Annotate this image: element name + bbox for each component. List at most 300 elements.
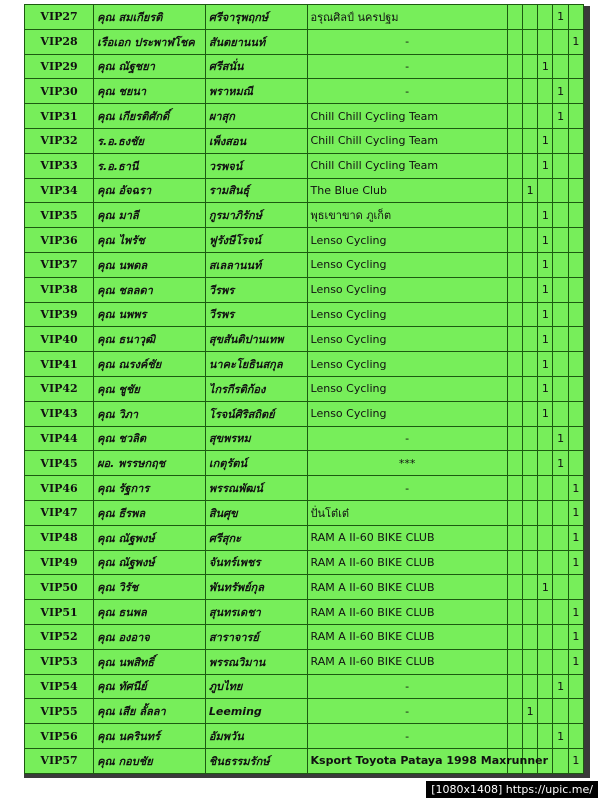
category-mark-cell	[553, 550, 568, 575]
category-mark-cell: 1	[538, 302, 553, 327]
vip-code-cell: VIP29	[25, 54, 94, 79]
category-mark-cell: 1	[553, 674, 568, 699]
club-cell: RAM A II-60 BIKE CLUB	[307, 525, 507, 550]
category-mark-cell: 1	[538, 54, 553, 79]
category-mark-cell	[553, 277, 568, 302]
first-name-cell: คุณ รัฐการ	[94, 476, 206, 501]
category-mark-cell	[568, 228, 583, 253]
category-mark-cell: 1	[568, 500, 583, 525]
table-row	[25, 575, 584, 600]
category-mark-cell	[553, 54, 568, 79]
vip-code-cell: VIP31	[25, 104, 94, 129]
first-name-cell: คุณ ไพรัช	[94, 228, 206, 253]
club-cell: RAM A II-60 BIKE CLUB	[307, 649, 507, 674]
first-name-cell: คุณ ณัฐพงษ์	[94, 525, 206, 550]
vip-code-cell: VIP30	[25, 79, 94, 104]
last-name-cell: วีรพร	[205, 277, 307, 302]
table-row	[25, 352, 584, 377]
category-mark-cell	[522, 476, 537, 501]
category-mark-cell: 1	[538, 376, 553, 401]
category-mark-cell	[538, 699, 553, 724]
club-cell: -	[307, 426, 507, 451]
category-mark-cell	[553, 600, 568, 625]
vip-code-cell: VIP40	[25, 327, 94, 352]
category-mark-cell	[522, 54, 537, 79]
club-cell: -	[307, 79, 507, 104]
club-cell: Lenso Cycling	[307, 252, 507, 277]
category-mark-cell	[507, 600, 522, 625]
category-mark-cell: 1	[538, 228, 553, 253]
category-mark-cell	[522, 228, 537, 253]
category-mark-cell	[507, 54, 522, 79]
category-mark-cell	[507, 203, 522, 228]
table-row	[25, 54, 584, 79]
category-mark-cell	[538, 79, 553, 104]
table-row	[25, 302, 584, 327]
first-name-cell: คุณ วิภา	[94, 401, 206, 426]
vip-code-cell: VIP44	[25, 426, 94, 451]
category-mark-cell	[553, 699, 568, 724]
category-mark-cell	[522, 79, 537, 104]
vip-code-cell: VIP54	[25, 674, 94, 699]
last-name-cell: สินศุข	[205, 500, 307, 525]
category-mark-cell	[568, 153, 583, 178]
category-mark-cell	[507, 79, 522, 104]
category-mark-cell	[522, 401, 537, 426]
vip-code-cell: VIP41	[25, 352, 94, 377]
last-name-cell: ฟูรังษีโรจน์	[205, 228, 307, 253]
vip-code-cell: VIP46	[25, 476, 94, 501]
category-mark-cell	[568, 178, 583, 203]
table-row	[25, 29, 584, 54]
category-mark-cell	[522, 724, 537, 749]
category-mark-cell	[507, 724, 522, 749]
category-mark-cell	[522, 500, 537, 525]
club-cell: Lenso Cycling	[307, 228, 507, 253]
club-cell: -	[307, 699, 507, 724]
club-cell: ***	[307, 451, 507, 476]
first-name-cell: คุณ สมเกียรติ	[94, 5, 206, 30]
club-cell: Chill Chill Cycling Team	[307, 104, 507, 129]
category-mark-cell	[522, 128, 537, 153]
category-mark-cell	[538, 178, 553, 203]
category-mark-cell	[522, 327, 537, 352]
first-name-cell: ผอ. พรรษกฤช	[94, 451, 206, 476]
table-row	[25, 376, 584, 401]
last-name-cell: ภูบไทย	[205, 674, 307, 699]
club-cell: RAM A II-60 BIKE CLUB	[307, 575, 507, 600]
table-row	[25, 649, 584, 674]
vip-code-cell: VIP33	[25, 153, 94, 178]
last-name-cell: ศรีจารุพฤกษ์	[205, 5, 307, 30]
category-mark-cell	[507, 649, 522, 674]
vip-code-cell: VIP32	[25, 128, 94, 153]
table-row	[25, 724, 584, 749]
category-mark-cell	[568, 302, 583, 327]
last-name-cell: อัมพวัน	[205, 724, 307, 749]
table-row	[25, 104, 584, 129]
category-mark-cell: 1	[553, 426, 568, 451]
club-cell: พุธเขาขาด ภูเก็ต	[307, 203, 507, 228]
last-name-cell: สุขพรหม	[205, 426, 307, 451]
vip-code-cell: VIP36	[25, 228, 94, 253]
first-name-cell: คุณ นครินทร์	[94, 724, 206, 749]
category-mark-cell	[522, 252, 537, 277]
last-name-cell: พันทรัพย์กุล	[205, 575, 307, 600]
first-name-cell: ร.อ.ธานี	[94, 153, 206, 178]
table-row	[25, 748, 584, 773]
category-mark-cell	[507, 525, 522, 550]
category-mark-cell: 1	[538, 401, 553, 426]
category-mark-cell	[522, 5, 537, 30]
category-mark-cell	[568, 5, 583, 30]
table-row	[25, 674, 584, 699]
vip-code-cell: VIP39	[25, 302, 94, 327]
category-mark-cell	[538, 550, 553, 575]
category-mark-cell	[507, 674, 522, 699]
club-cell: Lenso Cycling	[307, 327, 507, 352]
vip-code-cell: VIP47	[25, 500, 94, 525]
category-mark-cell: 1	[538, 277, 553, 302]
category-mark-cell	[522, 29, 537, 54]
category-mark-cell	[522, 525, 537, 550]
vip-code-cell: VIP28	[25, 29, 94, 54]
first-name-cell: คุณ เสีย ลั้ลลา	[94, 699, 206, 724]
vip-code-cell: VIP38	[25, 277, 94, 302]
club-cell: Lenso Cycling	[307, 401, 507, 426]
first-name-cell: คุณ นพสิทธิ์	[94, 649, 206, 674]
category-mark-cell	[522, 649, 537, 674]
category-mark-cell	[522, 624, 537, 649]
category-mark-cell	[538, 724, 553, 749]
category-mark-cell	[507, 104, 522, 129]
club-cell: Lenso Cycling	[307, 302, 507, 327]
category-mark-cell: 1	[553, 724, 568, 749]
first-name-cell: คุณ ชวลิต	[94, 426, 206, 451]
first-name-cell: คุณ ชลลดา	[94, 277, 206, 302]
category-mark-cell	[507, 401, 522, 426]
last-name-cell: กูรมาภิรักษ์	[205, 203, 307, 228]
category-mark-cell	[553, 352, 568, 377]
vip-code-cell: VIP50	[25, 575, 94, 600]
last-name-cell: รามสินธุ์	[205, 178, 307, 203]
category-mark-cell	[553, 302, 568, 327]
category-mark-cell	[538, 624, 553, 649]
category-mark-cell	[553, 327, 568, 352]
category-mark-cell: 1	[553, 79, 568, 104]
category-mark-cell	[568, 376, 583, 401]
vip-roster-table	[24, 4, 584, 774]
table-row	[25, 426, 584, 451]
category-mark-cell: 1	[538, 352, 553, 377]
first-name-cell: ร.อ.ธงชัย	[94, 128, 206, 153]
table-row	[25, 476, 584, 501]
last-name-cell: วรพจน์	[205, 153, 307, 178]
last-name-cell: Leeming	[205, 699, 307, 724]
frame-bottom-shadow	[24, 774, 590, 778]
category-mark-cell	[568, 277, 583, 302]
category-mark-cell	[538, 426, 553, 451]
club-cell: -	[307, 674, 507, 699]
last-name-cell: โรจน์ศิริสถิตย์	[205, 401, 307, 426]
vip-code-cell: VIP48	[25, 525, 94, 550]
frame-shadow	[584, 6, 590, 777]
table-row	[25, 401, 584, 426]
category-mark-cell	[507, 5, 522, 30]
category-mark-cell: 1	[568, 550, 583, 575]
first-name-cell: คุณ กอบชัย	[94, 748, 206, 773]
category-mark-cell	[522, 426, 537, 451]
last-name-cell: สุขสันติปานเทพ	[205, 327, 307, 352]
table-row	[25, 228, 584, 253]
category-mark-cell	[507, 228, 522, 253]
first-name-cell: คุณ ณัฐพงษ์	[94, 550, 206, 575]
category-mark-cell	[568, 352, 583, 377]
club-cell: ปั่นโต๋เต๋	[307, 500, 507, 525]
vip-rows	[25, 5, 584, 774]
vip-code-cell: VIP57	[25, 748, 94, 773]
category-mark-cell	[538, 674, 553, 699]
category-mark-cell	[507, 29, 522, 54]
table-row	[25, 5, 584, 30]
category-mark-cell	[553, 624, 568, 649]
category-mark-cell	[553, 401, 568, 426]
category-mark-cell	[553, 153, 568, 178]
club-cell: RAM A II-60 BIKE CLUB	[307, 550, 507, 575]
category-mark-cell: 1	[568, 29, 583, 54]
category-mark-cell	[553, 476, 568, 501]
category-mark-cell: 1	[568, 649, 583, 674]
category-mark-cell	[553, 748, 568, 773]
table-row	[25, 624, 584, 649]
vip-code-cell: VIP35	[25, 203, 94, 228]
category-mark-cell	[538, 600, 553, 625]
category-mark-cell: 1	[568, 748, 583, 773]
vip-code-cell: VIP42	[25, 376, 94, 401]
category-mark-cell	[568, 724, 583, 749]
table-row	[25, 525, 584, 550]
category-mark-cell	[507, 476, 522, 501]
category-mark-cell: 1	[568, 624, 583, 649]
category-mark-cell	[538, 476, 553, 501]
club-cell: Chill Chill Cycling Team	[307, 128, 507, 153]
vip-code-cell: VIP37	[25, 252, 94, 277]
first-name-cell: คุณ ธนพล	[94, 600, 206, 625]
category-mark-cell	[507, 451, 522, 476]
first-name-cell: คุณ ธีรพล	[94, 500, 206, 525]
category-mark-cell	[568, 674, 583, 699]
vip-code-cell: VIP34	[25, 178, 94, 203]
vip-code-cell: VIP43	[25, 401, 94, 426]
category-mark-cell	[507, 153, 522, 178]
vip-code-cell: VIP53	[25, 649, 94, 674]
category-mark-cell	[522, 550, 537, 575]
table-row	[25, 500, 584, 525]
club-cell: Ksport Toyota Pataya 1998 Maxrunner	[307, 748, 507, 773]
category-mark-cell: 1	[522, 699, 537, 724]
category-mark-cell	[522, 575, 537, 600]
category-mark-cell	[568, 699, 583, 724]
category-mark-cell	[538, 104, 553, 129]
last-name-cell: ผาสุก	[205, 104, 307, 129]
category-mark-cell	[568, 128, 583, 153]
category-mark-cell	[538, 29, 553, 54]
last-name-cell: ชินธรรมรักษ์	[205, 748, 307, 773]
last-name-cell: สเลลานนท์	[205, 252, 307, 277]
category-mark-cell: 1	[538, 203, 553, 228]
table-row	[25, 178, 584, 203]
category-mark-cell	[568, 327, 583, 352]
category-mark-cell: 1	[553, 451, 568, 476]
last-name-cell: ศรีสนั่น	[205, 54, 307, 79]
category-mark-cell	[507, 302, 522, 327]
last-name-cell: นาคะโยธินสกุล	[205, 352, 307, 377]
category-mark-cell	[538, 649, 553, 674]
category-mark-cell	[507, 277, 522, 302]
first-name-cell: คุณ มาลี	[94, 203, 206, 228]
table-row	[25, 327, 584, 352]
category-mark-cell: 1	[538, 252, 553, 277]
vip-code-cell: VIP52	[25, 624, 94, 649]
category-mark-cell	[553, 525, 568, 550]
table-row	[25, 600, 584, 625]
category-mark-cell	[553, 29, 568, 54]
first-name-cell: คุณ ณัฐชยา	[94, 54, 206, 79]
last-name-cell: สุนทรเดชา	[205, 600, 307, 625]
last-name-cell: เกตุรัตน์	[205, 451, 307, 476]
category-mark-cell	[568, 79, 583, 104]
category-mark-cell	[507, 128, 522, 153]
table-row	[25, 699, 584, 724]
category-mark-cell: 1	[553, 104, 568, 129]
category-mark-cell	[568, 426, 583, 451]
table-row	[25, 252, 584, 277]
first-name-cell: เรือเอก ประพาฬโชค	[94, 29, 206, 54]
category-mark-cell	[522, 153, 537, 178]
vip-code-cell: VIP49	[25, 550, 94, 575]
vip-code-cell: VIP27	[25, 5, 94, 30]
category-mark-cell	[522, 104, 537, 129]
club-cell: Chill Chill Cycling Team	[307, 153, 507, 178]
category-mark-cell	[553, 649, 568, 674]
category-mark-cell	[507, 550, 522, 575]
table-row	[25, 203, 584, 228]
first-name-cell: คุณ ธนาวุฒิ	[94, 327, 206, 352]
category-mark-cell	[553, 203, 568, 228]
vip-code-cell: VIP56	[25, 724, 94, 749]
category-mark-cell	[507, 252, 522, 277]
table-row	[25, 79, 584, 104]
club-cell: Lenso Cycling	[307, 277, 507, 302]
category-mark-cell	[568, 54, 583, 79]
category-mark-cell	[507, 699, 522, 724]
category-mark-cell	[538, 5, 553, 30]
category-mark-cell	[522, 600, 537, 625]
club-cell: RAM A II-60 BIKE CLUB	[307, 624, 507, 649]
category-mark-cell	[522, 277, 537, 302]
first-name-cell: คุณ ทัศนีย์	[94, 674, 206, 699]
club-cell: -	[307, 476, 507, 501]
category-mark-cell: 1	[568, 476, 583, 501]
category-mark-cell: 1	[538, 575, 553, 600]
category-mark-cell: 1	[538, 128, 553, 153]
vip-code-cell: VIP45	[25, 451, 94, 476]
club-cell: -	[307, 724, 507, 749]
category-mark-cell: 1	[568, 600, 583, 625]
club-cell: RAM A II-60 BIKE CLUB	[307, 600, 507, 625]
first-name-cell: คุณ ณรงค์ชัย	[94, 352, 206, 377]
category-mark-cell	[538, 500, 553, 525]
first-name-cell: คุณ เกียรติศักดิ์	[94, 104, 206, 129]
vip-code-cell: VIP51	[25, 600, 94, 625]
first-name-cell: คุณ อัจฉรา	[94, 178, 206, 203]
category-mark-cell	[553, 575, 568, 600]
category-mark-cell	[568, 451, 583, 476]
category-mark-cell	[553, 500, 568, 525]
category-mark-cell: 1	[553, 5, 568, 30]
table-row	[25, 550, 584, 575]
last-name-cell: พรรณวิมาน	[205, 649, 307, 674]
category-mark-cell	[507, 178, 522, 203]
category-mark-cell	[568, 575, 583, 600]
category-mark-cell	[507, 624, 522, 649]
table-row	[25, 128, 584, 153]
category-mark-cell	[507, 376, 522, 401]
club-cell: อรุณศิลป์ นครปฐม	[307, 5, 507, 30]
category-mark-cell: 1	[568, 525, 583, 550]
club-cell: -	[307, 54, 507, 79]
upic-watermark[interactable]: [1080x1408] https://upic.me/	[426, 781, 598, 798]
category-mark-cell	[568, 104, 583, 129]
category-mark-cell	[522, 352, 537, 377]
vip-code-cell: VIP55	[25, 699, 94, 724]
first-name-cell: คุณ วิรัช	[94, 575, 206, 600]
club-cell: -	[307, 29, 507, 54]
last-name-cell: ไกรกีรติก้อง	[205, 376, 307, 401]
category-mark-cell	[522, 376, 537, 401]
last-name-cell: ศรีสุกะ	[205, 525, 307, 550]
table-row	[25, 451, 584, 476]
category-mark-cell	[507, 575, 522, 600]
last-name-cell: สันตยานนท์	[205, 29, 307, 54]
category-mark-cell	[553, 228, 568, 253]
last-name-cell: วีรพร	[205, 302, 307, 327]
first-name-cell: คุณ องอาจ	[94, 624, 206, 649]
category-mark-cell	[522, 451, 537, 476]
table-row	[25, 153, 584, 178]
club-cell: The Blue Club	[307, 178, 507, 203]
category-mark-cell	[507, 352, 522, 377]
category-mark-cell	[553, 128, 568, 153]
first-name-cell: คุณ ชูชัย	[94, 376, 206, 401]
last-name-cell: พรรณพัฒน์	[205, 476, 307, 501]
category-mark-cell	[522, 203, 537, 228]
category-mark-cell	[553, 376, 568, 401]
category-mark-cell	[538, 451, 553, 476]
category-mark-cell	[507, 327, 522, 352]
category-mark-cell: 1	[538, 153, 553, 178]
category-mark-cell	[553, 252, 568, 277]
category-mark-cell	[507, 426, 522, 451]
category-mark-cell: 1	[522, 178, 537, 203]
last-name-cell: พราหมณี	[205, 79, 307, 104]
category-mark-cell	[553, 178, 568, 203]
last-name-cell: สาราจารย์	[205, 624, 307, 649]
category-mark-cell	[522, 302, 537, 327]
first-name-cell: คุณ ชยนา	[94, 79, 206, 104]
last-name-cell: จันทร์เพชร	[205, 550, 307, 575]
first-name-cell: คุณ นพพร	[94, 302, 206, 327]
